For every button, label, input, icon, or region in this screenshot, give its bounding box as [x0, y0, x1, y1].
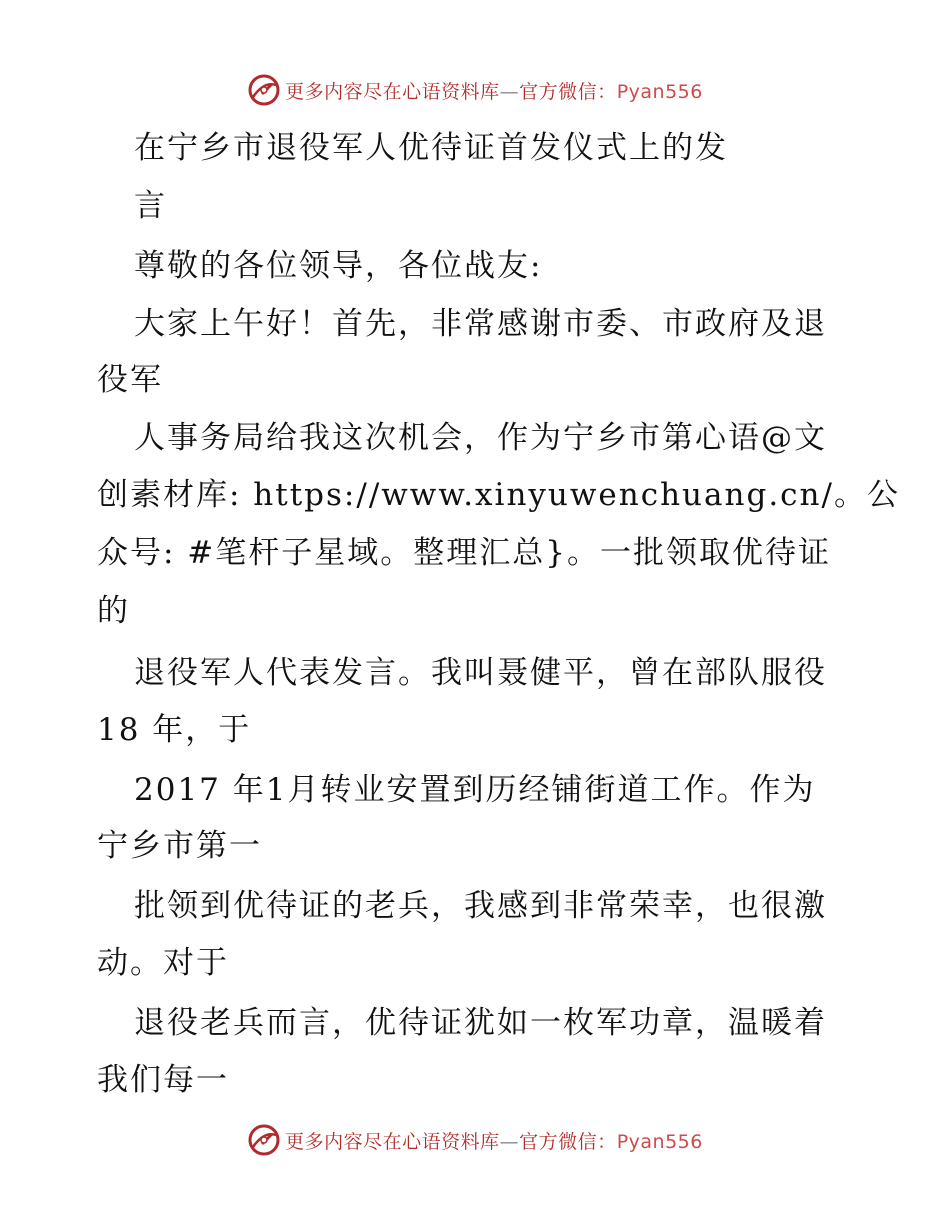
doc-line: 大家上午好！首先，非常感谢市委、市政府及退	[134, 306, 827, 342]
doc-line: 的	[97, 593, 130, 629]
watermark-brand: 更多内容尽在心语资料库	[285, 80, 500, 103]
pen-logo-icon	[247, 1123, 281, 1157]
doc-line: 退役军人代表发言。我叫聂健平，曾在部队服役	[134, 655, 827, 691]
doc-line: 2017 年1月转业安置到历经铺街道工作。作为	[134, 772, 816, 808]
doc-line: 役军	[97, 362, 163, 398]
watermark-text	[285, 1127, 703, 1154]
doc-line: 动。对于	[97, 945, 229, 981]
watermark-brand: 更多内容尽在心语资料库	[285, 1130, 500, 1153]
watermark-label: 官方微信：	[519, 1130, 617, 1153]
doc-line: 18 年，于	[97, 712, 252, 748]
doc-line: 人事务局给我这次机会，作为宁乡市第心语@文	[134, 420, 827, 456]
watermark-separator: —	[499, 80, 520, 103]
watermark-handle: Pyan556	[616, 1130, 703, 1153]
doc-line: 批领到优待证的老兵，我感到非常荣幸，也很激	[134, 888, 827, 924]
doc-line: 言	[134, 188, 167, 224]
doc-line: 尊敬的各位领导，各位战友:	[134, 248, 543, 284]
watermark-label: 官方微信：	[519, 80, 617, 103]
doc-line: 在宁乡市退役军人优待证首发仪式上的发	[134, 130, 728, 166]
header-watermark	[0, 70, 950, 110]
doc-line: 众号: #笔杆子星域。整理汇总}。一批领取优待证	[97, 535, 831, 571]
doc-line: 创素材库: https://www.xinyuwenchuang.cn/。公	[97, 477, 900, 513]
watermark-separator: —	[499, 1130, 520, 1153]
watermark-text	[285, 77, 703, 104]
watermark-handle: Pyan556	[616, 80, 703, 103]
doc-line: 我们每一	[97, 1062, 229, 1098]
doc-line: 退役老兵而言，优待证犹如一枚军功章，温暖着	[134, 1005, 827, 1041]
doc-line: 宁乡市第一	[97, 828, 262, 864]
footer-watermark	[0, 1120, 950, 1160]
pen-logo-icon	[247, 73, 281, 107]
